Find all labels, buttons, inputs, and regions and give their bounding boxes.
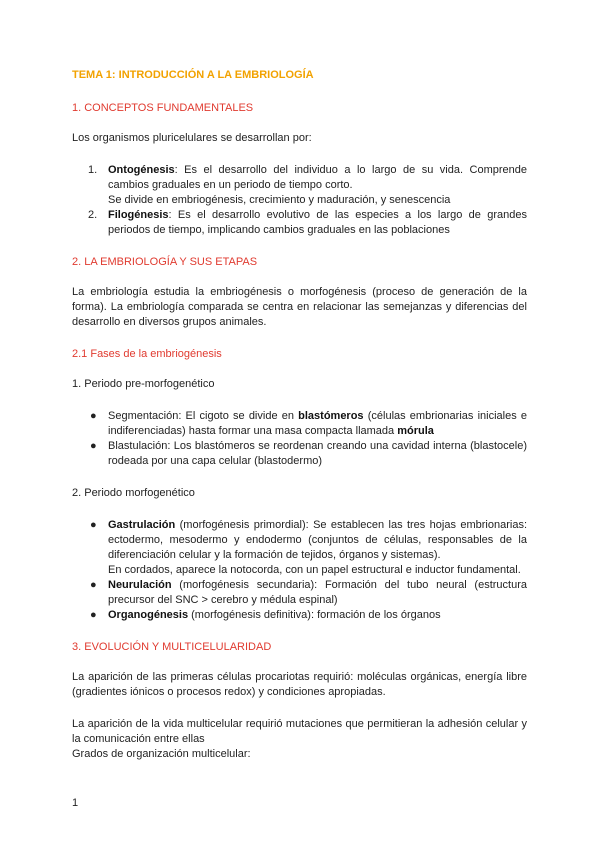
section-2-1-heading: 2.1 Fases de la embriogénesis	[72, 348, 222, 360]
list-number: 1.	[88, 164, 98, 176]
section-2-paragraph: La embriología estudia la embriogénesis o morfogénesis (proceso de generación de la forma). La embriología comparada se centra en relacionar las semejanzas y diferencias del desarrollo en diversos grupos animales.	[72, 286, 527, 328]
ontogenesis-extra: Se divide en embriogénesis, crecimiento y maduración, y senescencia	[108, 194, 451, 206]
ontogenesis-text: : Es el desarrollo del individuo a lo largo de su vida. Comprende cambios graduales en un periodo de tiempo corto.	[108, 164, 527, 191]
term-gastrulacion: Gastrulación	[108, 519, 176, 531]
list-item-ontogenesis	[88, 163, 527, 208]
concepts-list	[72, 163, 527, 238]
term-filogenesis: Filogénesis	[108, 209, 169, 221]
gastrulacion-extra: En cordados, aparece la notocorda, con un papel estructural e inductor fundamental.	[108, 564, 521, 576]
section-3-paragraph-2: La aparición de la vida multicelular requirió mutaciones que permitieran la adhesión celular y la comunicación entre ellas	[72, 718, 527, 745]
list-item-gastrulacion	[90, 518, 527, 578]
bullet-icon: ●	[90, 609, 97, 621]
list-item-filogenesis	[88, 208, 527, 238]
blastulacion-text: Blastulación: Los blastómeros se reordenan creando una cavidad interna (blastocele) rodeada por una capa celular (blastodermo)	[108, 440, 527, 467]
page-number: 1	[72, 797, 79, 809]
section-3-paragraph-1: La aparición de las primeras células procariotas requirió: moléculas orgánicas, energía libre (gradientes iónicos o procesos redox) y condiciones apropiadas.	[72, 671, 527, 698]
bullet-icon: ●	[90, 410, 97, 422]
term-organogenesis: Organogénesis	[108, 609, 189, 621]
bullet-icon: ●	[90, 440, 97, 452]
bullet-icon: ●	[90, 579, 97, 591]
list-number: 2.	[88, 209, 98, 221]
period-2-list	[72, 518, 527, 623]
section-2-heading: 2. LA EMBRIOLOGÍA Y SUS ETAPAS	[72, 256, 258, 268]
neurulacion-text: (morfogénesis secundaria): Formación del tubo neural (estructura precursor del SNC > cerebro y médula espinal)	[108, 579, 527, 606]
bullet-icon: ●	[90, 519, 97, 531]
segmentacion-text: Segmentación: El cigoto se divide en	[108, 410, 299, 422]
document-title: TEMA 1: INTRODUCCIÓN A LA EMBRIOLOGÍA	[72, 69, 314, 81]
section-3-heading: 3. EVOLUCIÓN Y MULTICELULARIDAD	[72, 641, 272, 653]
list-item-blastulacion	[90, 439, 527, 469]
list-item-organogenesis	[90, 608, 527, 623]
period-1-label: 1. Periodo pre-morfogenético	[72, 378, 215, 390]
gastrulacion-text: (morfogénesis primordial): Se establecen las tres hojas embrionarias: ectodermo, mesodermo y endodermo (conjuntos de células, responsables de la diferenciación celular y la formación de tejidos, órganos y sistemas).	[108, 519, 527, 561]
section-1-heading: 1. CONCEPTOS FUNDAMENTALES	[72, 102, 254, 114]
term-morula: mórula	[397, 425, 434, 437]
term-neurulacion: Neurulación	[108, 579, 172, 591]
organogenesis-text: (morfogénesis definitiva): formación de los órganos	[188, 609, 441, 621]
list-item-neurulacion	[90, 578, 527, 608]
period-1-list	[72, 409, 527, 469]
term-ontogenesis: Ontogénesis	[108, 164, 175, 176]
period-2-label: 2. Periodo morfogenético	[72, 487, 195, 499]
term-blastomeros: blastómeros	[298, 410, 364, 422]
segmentacion-text-2: (células embrionarias iniciales e indiferenciadas) hasta formar una masa compacta llamada	[108, 410, 527, 437]
filogenesis-text: : Es el desarrollo evolutivo de las especies a los largo de grandes periodos de tiempo, implicando cambios graduales en las poblaciones	[108, 209, 527, 236]
document-page	[72, 68, 527, 779]
section-1-intro: Los organismos pluricelulares se desarrollan por:	[72, 132, 312, 144]
section-3-paragraph-3: Grados de organización multicelular:	[72, 748, 251, 760]
list-item-segmentacion	[90, 409, 527, 439]
